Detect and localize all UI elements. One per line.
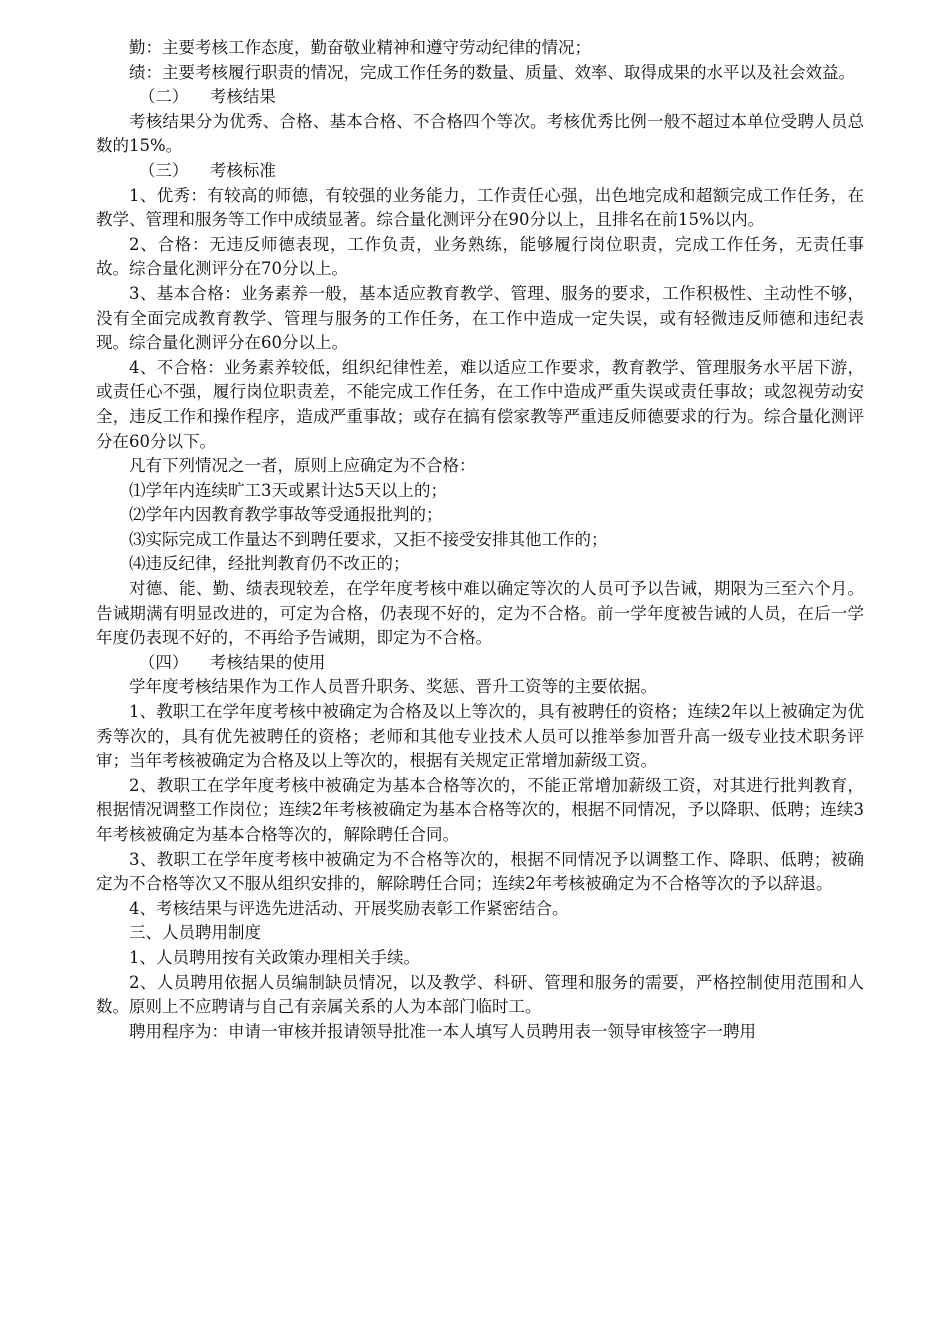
- section-heading-4: [96, 651, 864, 676]
- para-hiring-procedure: 聘用程序为：申请一审核并报请领导批准一本人填写人员聘用表一领导审核签字一聘用: [129, 1021, 756, 1041]
- para-ji: 绩：主要考核履行职责的情况，完成工作任务的数量、质量、效率、取得成果的水平以及社会效益。: [129, 62, 855, 82]
- para-excellent: 1、优秀：有较高的师德，有较强的业务能力，工作责任心强，出色地完成和超额完成工作任务，在教学、管理和服务等工作中成绩显著。综合量化测评分在90分以上，且排名在前15%以内。: [96, 185, 864, 230]
- para-result-usage: 学年度考核结果作为工作人员晋升职务、奖惩、晋升工资等的主要依据。: [129, 677, 657, 697]
- list-item: ⑴学年内连续旷工3天或累计达5天以上的；: [129, 480, 447, 500]
- para-usage-2: 2、教职工在学年度考核中被确定为基本合格等次的，不能正常增加薪级工资，对其进行批判教育，根据情况调整工作岗位；连续2年考核被确定为基本合格等次的，根据不同情况，予以降职、低聘；连续3年考核被确定为基本合格等次的，解除聘任合同。: [96, 775, 864, 844]
- para-result-levels: 考核结果分为优秀、合格、基本合格、不合格四个等次。考核优秀比例一般不超过本单位受聘人员总数的15%。: [96, 111, 864, 156]
- para-warning: 对德、能、勤、绩表现较差，在学年度考核中难以确定等次的人员可予以告诫，期限为三至六个月。告诫期满有明显改进的，可定为合格，仍表现不好的，定为不合格。前一学年度被告诫的人员，在后一学年度仍表现不好的，不再给予告诫期，即定为不合格。: [96, 579, 864, 648]
- section-title: 考核标准: [209, 160, 276, 180]
- list-item: ⑶实际完成工作量达不到聘任要求，又拒不接受安排其他工作的；: [129, 529, 608, 549]
- para-unqualified: 4、不合格：业务素养较低，组织纪律性差，难以适应工作要求，教育教学、管理服务水平居下游，或责任心不强，履行岗位职责差，不能完成工作任务，在工作中造成严重失误或责任事故；或忽视劳动安全，违反工作和操作程序，造成严重事故；或存在搞有偿家教等严重违反师德要求的行为。综合量化测评分在60分以下。: [96, 357, 864, 451]
- section-title: 考核结果的使用: [209, 652, 326, 672]
- para-qin: 勤：主要考核工作态度，勤奋敬业精神和遵守劳动纪律的情况；: [129, 38, 591, 57]
- chapter-heading: 三、人员聘用制度: [129, 923, 261, 943]
- list-item: ⑵学年内因教育教学事故等受通报批判的；: [129, 505, 443, 525]
- para-unqualified-cases: 凡有下列情况之一者，原则上应确定为不合格：: [129, 456, 476, 476]
- para-basic-qualified: 3、基本合格：业务素养一般，基本适应教育教学、管理、服务的要求，工作积极性、主动性不够，没有全面完成教育教学、管理与服务的工作任务，在工作中造成一定失误，或有轻微违反师德和违纪表现。综合量化测评分在60分以上。: [96, 283, 864, 353]
- section-number: （二）: [138, 87, 189, 107]
- section-title: 考核结果: [209, 87, 276, 107]
- section-number: （三）: [138, 160, 189, 180]
- para-usage-1: 1、教职工在学年度考核中被确定为合格及以上等次的，具有被聘任的资格；连续2年以上被确定为优秀等次的，具有优先被聘任的资格；老师和其他专业技术人员可以推举参加晋升高一级专业技术职务评审；当年考核被确定为合格及以上等次的，根据有关规定正常增加薪级工资。: [96, 702, 864, 771]
- para-qualified: 2、合格：无违反师德表现，工作负责，业务熟练，能够履行岗位职责，完成工作任务，无责任事故。综合量化测评分在70分以上。: [96, 234, 864, 279]
- section-heading-3: [96, 159, 864, 184]
- section-number: （四）: [138, 652, 189, 672]
- section-heading-2: [96, 85, 864, 110]
- para-usage-3: 3、教职工在学年度考核中被确定为不合格等次的，根据不同情况予以调整工作、降职、低聘；被确定为不合格等次又不服从组织安排的，解除聘任合同；连续2年考核被确定为不合格等次的予以辞退。: [96, 849, 864, 894]
- list-item: ⑷违反纪律，经批判教育仍不改正的；: [129, 554, 410, 574]
- para-hiring-2: 2、人员聘用依据人员编制缺员情况，以及教学、科研、管理和服务的需要，严格控制使用范围和人数。原则上不应聘请与自己有亲属关系的人为本部门临时工。: [96, 972, 864, 1017]
- para-usage-4: 4、考核结果与评选先进活动、开展奖励表彰工作紧密结合。: [129, 898, 569, 918]
- para-hiring-1: 1、人员聘用按有关政策办理相关手续。: [129, 947, 420, 967]
